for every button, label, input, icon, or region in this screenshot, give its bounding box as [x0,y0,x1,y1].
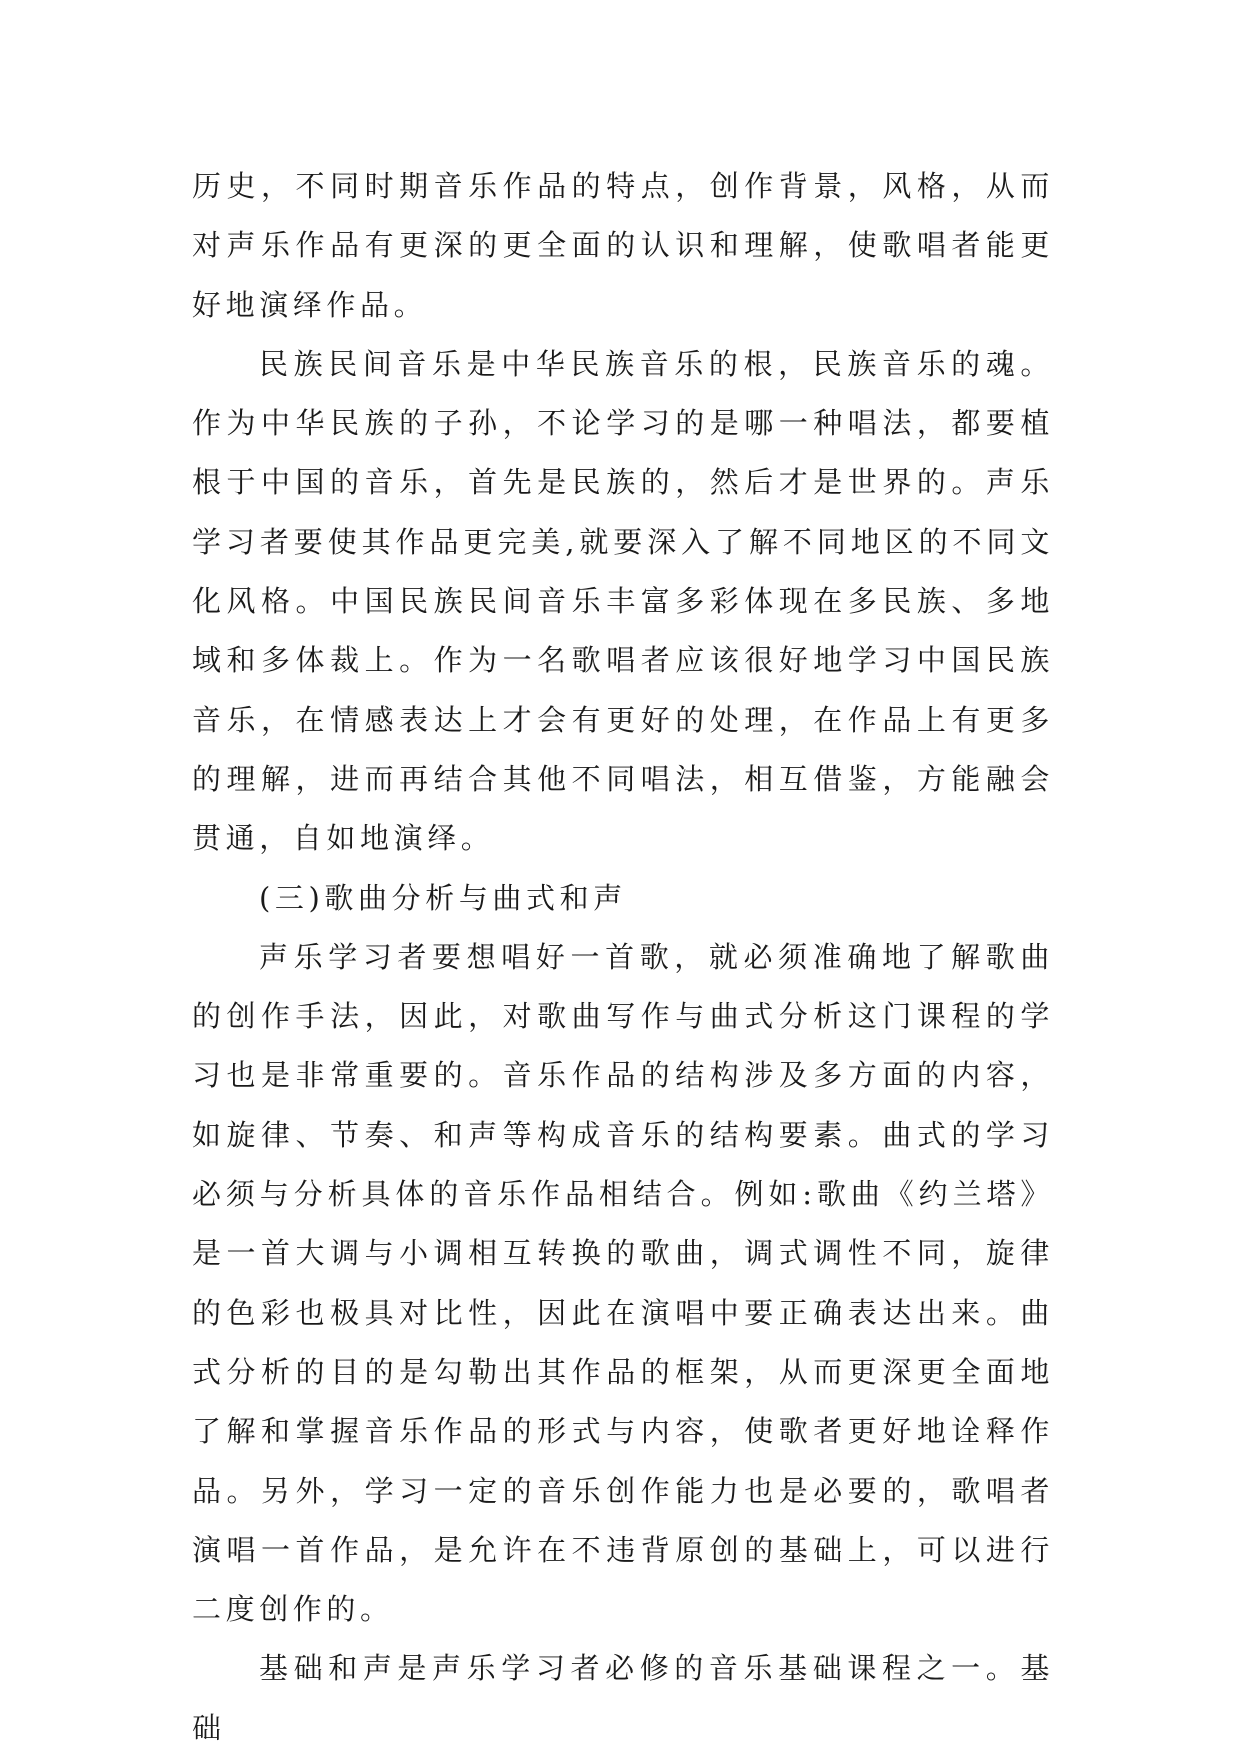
paragraph-folk-music: 民族民间音乐是中华民族音乐的根，民族音乐的魂。作为中华民族的子孙，不论学习的是哪一种唱法，都要植根于中国的音乐，首先是民族的，然后才是世界的。声乐学习者要使其作品更完美,就要深入了解不同地区的不同文化风格。中国民族民间音乐丰富多彩体现在多民族、多地域和多体裁上。作为一名歌唱者应该很好地学习中国民族音乐，在情感表达上才会有更好的处理，在作品上有更多的理解，进而再结合其他不同唱法，相互借鉴，方能融会贯通，自如地演绎。 [192,346,1054,856]
body-text [192,157,1054,1758]
paragraph-song-analysis: 声乐学习者要想唱好一首歌，就必须准确地了解歌曲的创作手法，因此，对歌曲写作与曲式分析这门课程的学习也是非常重要的。音乐作品的结构涉及多方面的内容，如旋律、节奏、和声等构成音乐的结构要素。曲式的学习必须与分析具体的音乐作品相结合。例如:歌曲《约兰塔》是一首大调与小调相互转换的歌曲，调式调性不同，旋律的色彩也极具对比性，因此在演唱中要正确表达出来。曲式分析的目的是勾勒出其作品的框架，从而更深更全面地了解和掌握音乐作品的形式与内容，使歌者更好地诠释作品。另外，学习一定的音乐创作能力也是必要的，歌唱者演唱一首作品，是允许在不违背原创的基础上，可以进行二度创作的。 [192,939,1054,1627]
paragraph-history-continuation: 历史，不同时期音乐作品的特点，创作背景，风格，从而对声乐作品有更深的更全面的认识和理解，使歌唱者能更好地演绎作品。 [192,169,1054,322]
section-heading-song-analysis: (三)歌曲分析与曲式和声 [259,880,627,915]
paragraph-basic-harmony: 基础和声是声乐学习者必修的音乐基础课程之一。基础 [192,1651,1054,1745]
